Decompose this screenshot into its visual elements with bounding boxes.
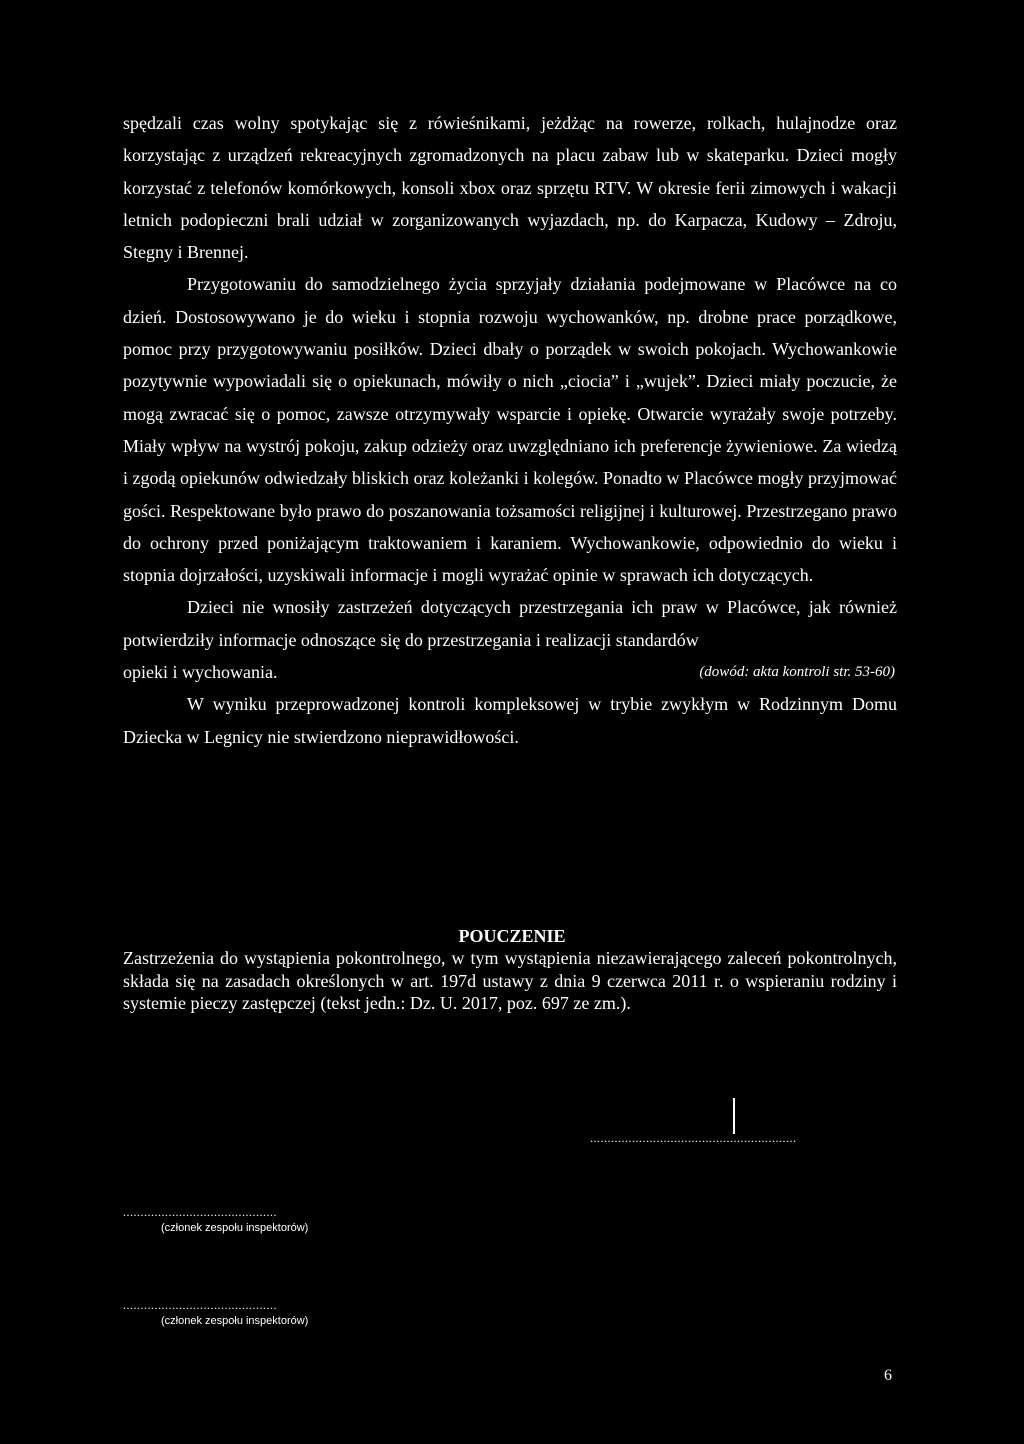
proof-note: (dowód: akta kontroli str. 53-60) [699,664,895,681]
signature-caption-member-2: (członek zespołu inspektorów) [161,1315,309,1327]
signature-block-member-1 [123,1205,308,1235]
notice-text: Zastrzeżenia do wystąpienia pokontrolnego, w tym wystąpienia niezawierającego zaleceń pokontrolnych, składa się na zasadach określonych w art. 197d ustawy z dnia 9 czerwca 2011 r. o wspieraniu rodziny i systemie pieczy zastępczej (tekst jedn.: Dz. U. 2017, poz. 697 ze zm.). [123,948,897,1013]
signature-caption-member-1: (członek zespołu inspektorów) [161,1222,309,1234]
signature-block-member-2 [123,1298,308,1328]
signature-line-member-1: ............................................ [123,1205,277,1219]
signature-mark [733,1098,735,1134]
signature-line-member-2: ............................................ [123,1298,277,1312]
body-text [123,107,897,753]
signature-line-right: ........................................................... [590,1131,797,1145]
paragraph-leisure: spędzali czas wolny spotykając się z rówieśnikami, jeżdżąc na rowerze, rolkach, hulajnodze oraz korzystając z urządzeń rekreacyjnych zgromadzonych na placu zabaw lub w skateparku. Dzieci mogły korzystać z telefonów komórkowych, konsoli xbox oraz sprzętu RTV. W okresie ferii zimowych i wakacji letnich podopieczni brali udział w zorganizowanych wyjazdach, np. do Karpacza, Kudowy – Zdroju, Stegny i Brennej. [123,113,897,263]
paragraph-conclusion: W wyniku przeprowadzonej kontroli kompleksowej w trybie zwykłym w Rodzinnym Domu Dziecka w Legnicy nie stwierdzono nieprawidłowości. [123,694,897,747]
paragraph-rights [123,591,897,656]
paragraph-independence: Przygotowaniu do samodzielnego życia sprzyjały działania podejmowane w Placówce na co dzień. Dostosowywano je do wieku i stopnia rozwoju wychowanków, np. drobne prace porządkowe, pomoc przy przygotowywaniu posiłków. Dzieci dbały o porządek w swoich pokojach. Wychowankowie pozytywnie wypowiadali się o opiekunach, mówiły o nich „ciocia” i „wujek”. Dzieci miały poczucie, że mogą zwracać się o pomoc, zawsze otrzymywały wsparcie i opiekę. Otwarcie wyrażały swoje potrzeby. Miały wpływ na wystrój pokoju, zakup odzieży oraz uwzględniano ich preferencje żywieniowe. Za wiedzą i zgodą opiekunów odwiedzały bliskich oraz koleżanki i kolegów. Ponadto w Placówce mogły przyjmować gości. Respektowane było prawo do poszanowania tożsamości religijnej i kulturowej. Przestrzegano prawo do ochrony przed poniżającym traktowaniem i karaniem. Wychowankowie, odpowiednio do wieku i stopnia dojrzałości, uzyskiwali informacje i mogli wyrażać opinie w sprawach ich dotyczących. [123,274,897,586]
proof-line [123,656,897,688]
paragraph-rights-end: opieki i wychowania. [123,662,278,683]
page-number: 6 [884,1367,892,1384]
paragraph-rights-text: Dzieci nie wnosiły zastrzeżeń dotyczących przestrzegania ich praw w Placówce, jak również potwierdziły informacje odnoszące się do przestrzegania i realizacji standardów [123,597,897,650]
notice-title: POUCZENIE [458,926,566,946]
